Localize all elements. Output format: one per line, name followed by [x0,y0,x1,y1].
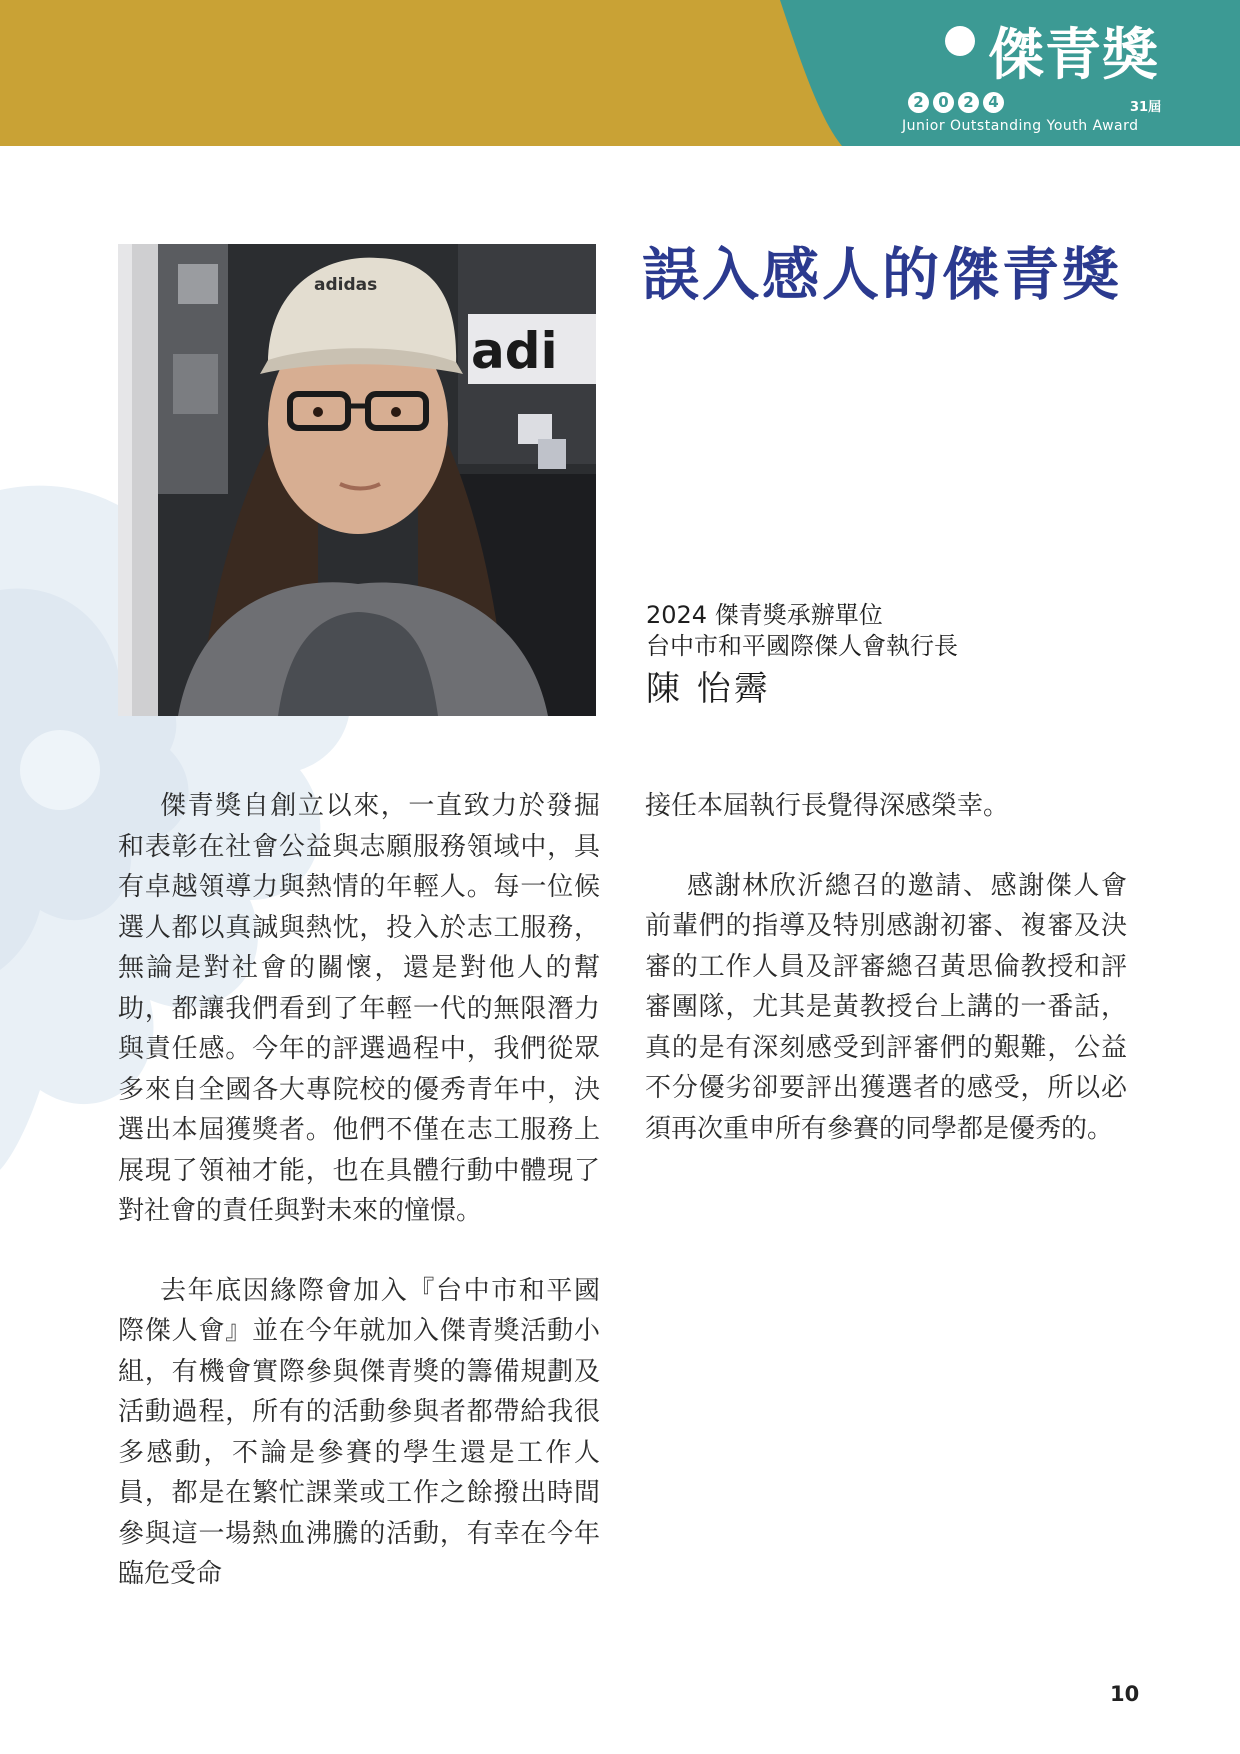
article-title: 誤入感人的傑青獎 [642,242,1122,308]
paragraph: 去年底因緣際會加入『台中市和平國際傑人會』並在今年就加入傑青獎活動小組，有機會實際參與傑青獎的籌備規劃及活動過程，所有的活動參與者都帶給我很多感動，不論是參賽的學生還是工作人員，都是在繁忙課業或工作之餘撥出時間參與這一場熱血沸騰的活動，有幸在今年臨危受命 [118,1275,600,1589]
article-column-right [645,786,1127,1188]
page-number: 10 [1110,1682,1140,1706]
paragraph: 感謝林欣沂總召的邀請、感謝傑人會前輩們的指導及特別感謝初審、複審及決審的工作人員及評審總召黃思倫教授和評審團隊，尤其是黃教授台上講的一番話，真的是有深刻感受到評審們的艱難，公益不分優劣卻要評出獲選者的感受，所以必須再次重申所有參賽的同學都是優秀的。 [645,870,1127,1144]
cap-logo-text: adidas [314,275,378,295]
logo-title: 傑青獎 [988,23,1159,88]
paragraph: 傑青獎自創立以來，一直致力於發掘和表彰在社會公益與志願服務領域中，具有卓越領導力與熱情的年輕人。每一位候選人都以真誠與熱忱，投入於志工服務，無論是對社會的關懷，還是對他人的幫助，都讓我們看到了年輕一代的無限潛力與責任感。今年的評選過程中，我們從眾多來自全國各大專院校的優秀青年中，決選出本屆獲獎者。他們不僅在志工服務上展現了領袖才能，也在具體行動中體現了對社會的責任與對未來的憧憬。 [118,791,600,1226]
author-position: 台中市和平國際傑人會執行長 [646,632,958,660]
logo-year-digit: 0 [933,92,954,113]
logo-dot [945,26,975,56]
article-column-left [118,786,600,1634]
author-photo [118,244,596,716]
logo-year [908,92,1004,113]
logo-year-digit: 2 [908,92,929,113]
store-logo-text: adi [471,322,558,380]
logo-english-name: Junior Outstanding Youth Award [902,118,1139,134]
logo-edition: 31屆 [1130,100,1162,115]
logo-year-digit: 4 [983,92,1004,113]
logo-year-digit: 2 [958,92,979,113]
author-name: 陳 怡霽 [646,669,771,709]
author-organization: 2024 傑青獎承辦單位 [646,601,883,629]
page-header [0,0,1240,146]
award-logo [900,22,1170,140]
author-block [646,600,958,716]
paragraph-continued: 接任本屆執行長覺得深感榮幸。 [645,791,1010,821]
